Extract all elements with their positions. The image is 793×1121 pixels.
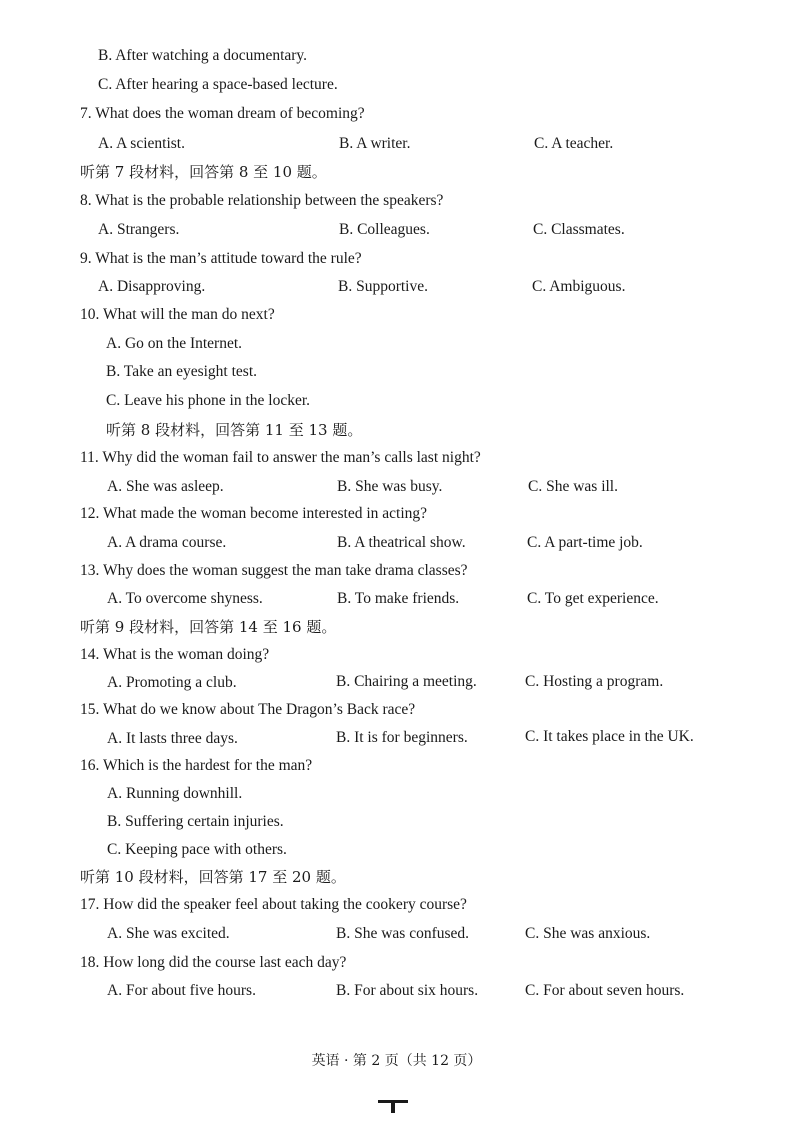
q10-option-c: C. Leave his phone in the locker. bbox=[106, 392, 311, 409]
q17-option-c: C. She was anxious. bbox=[525, 925, 651, 942]
section-7-heading: 听第 7 段材料，回答第 8 至 10 题。 bbox=[80, 163, 327, 181]
q7-option-a: A. A scientist. bbox=[98, 135, 185, 152]
q11-option-c: C. She was ill. bbox=[528, 478, 618, 495]
q15-question: 15. What do we know about The Dragon’s Back race? bbox=[80, 701, 416, 718]
q15-option-c: C. It takes place in the UK. bbox=[525, 728, 694, 745]
q15-option-b: B. It is for beginners. bbox=[336, 729, 468, 746]
q7-question: 7. What does the woman dream of becoming? bbox=[80, 105, 365, 122]
q18-option-a: A. For about five hours. bbox=[107, 982, 256, 999]
q10-question: 10. What will the man do next? bbox=[80, 306, 275, 323]
q17-question: 17. How did the speaker feel about taking the cookery course? bbox=[80, 896, 467, 913]
q6-option-b: B. After watching a documentary. bbox=[98, 47, 308, 64]
section-8-heading: 听第 8 段材料，回答第 11 至 13 题。 bbox=[106, 421, 363, 439]
q16-option-c: C. Keeping pace with others. bbox=[107, 841, 287, 858]
q18-question: 18. How long did the course last each day? bbox=[80, 954, 347, 971]
q18-option-c: C. For about seven hours. bbox=[525, 982, 685, 999]
q8-question: 8. What is the probable relationship between the speakers? bbox=[80, 192, 444, 209]
q8-option-c: C. Classmates. bbox=[533, 221, 625, 238]
q18-option-b: B. For about six hours. bbox=[336, 982, 479, 999]
q13-option-a: A. To overcome shyness. bbox=[107, 590, 263, 607]
q7-option-b: B. A writer. bbox=[339, 135, 411, 152]
section-10-heading: 听第 10 段材料，回答第 17 至 20 题。 bbox=[80, 868, 346, 886]
q9-option-b: B. Supportive. bbox=[338, 278, 428, 295]
q12-option-c: C. A part-time job. bbox=[527, 534, 643, 551]
q14-option-b: B. Chairing a meeting. bbox=[336, 673, 477, 690]
q9-option-a: A. Disapproving. bbox=[98, 278, 206, 295]
binding-mark-icon bbox=[378, 1099, 408, 1113]
q14-question: 14. What is the woman doing? bbox=[80, 646, 270, 663]
q16-option-a: A. Running downhill. bbox=[107, 785, 243, 802]
q9-question: 9. What is the man’s attitude toward the rule? bbox=[80, 250, 362, 267]
q13-option-b: B. To make friends. bbox=[337, 590, 460, 607]
section-9-heading: 听第 9 段材料，回答第 14 至 16 题。 bbox=[80, 618, 337, 636]
q10-option-a: A. Go on the Internet. bbox=[106, 335, 243, 352]
q12-question: 12. What made the woman become interested in acting? bbox=[80, 505, 428, 522]
q16-option-b: B. Suffering certain injuries. bbox=[107, 813, 284, 830]
q15-option-a: A. It lasts three days. bbox=[107, 730, 238, 747]
q13-question: 13. Why does the woman suggest the man take drama classes? bbox=[80, 562, 468, 579]
page-footer: 英语 · 第 2 页（共 12 页） bbox=[311, 1053, 482, 1069]
q14-option-c: C. Hosting a program. bbox=[525, 673, 664, 690]
q17-option-b: B. She was confused. bbox=[336, 925, 470, 942]
q11-option-b: B. She was busy. bbox=[337, 478, 443, 495]
q6-option-c: C. After hearing a space-based lecture. bbox=[98, 76, 338, 93]
q16-question: 16. Which is the hardest for the man? bbox=[80, 757, 313, 774]
q12-option-b: B. A theatrical show. bbox=[337, 534, 466, 551]
q11-question: 11. Why did the woman fail to answer the man’s calls last night? bbox=[80, 449, 481, 466]
q14-option-a: A. Promoting a club. bbox=[107, 674, 237, 691]
q9-option-c: C. Ambiguous. bbox=[532, 278, 626, 295]
q8-option-a: A. Strangers. bbox=[98, 221, 180, 238]
q8-option-b: B. Colleagues. bbox=[339, 221, 430, 238]
q13-option-c: C. To get experience. bbox=[527, 590, 659, 607]
q7-option-c: C. A teacher. bbox=[534, 135, 614, 152]
q11-option-a: A. She was asleep. bbox=[107, 478, 224, 495]
q17-option-a: A. She was excited. bbox=[107, 925, 230, 942]
q10-option-b: B. Take an eyesight test. bbox=[106, 363, 258, 380]
q12-option-a: A. A drama course. bbox=[107, 534, 227, 551]
